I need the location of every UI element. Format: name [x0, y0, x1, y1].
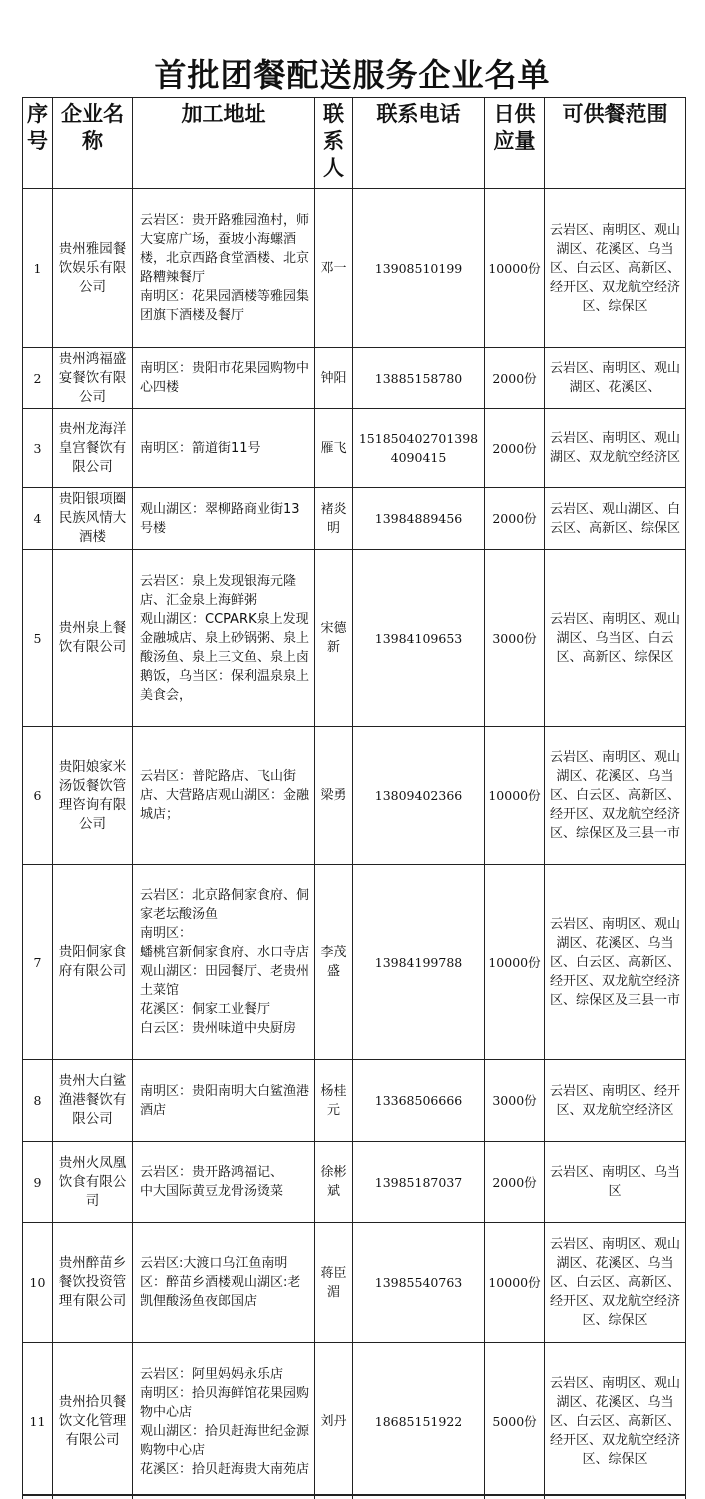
- bottom-border: [22, 1494, 685, 1496]
- cell-phone: 13368506666: [353, 1060, 485, 1142]
- cell-scope: 云岩区、南明区、观山湖区、花溪区、乌当区、白云区、高新区、经开区、双龙航空经济区、综保区及三县一市: [545, 727, 686, 865]
- cell-contact: 雁飞: [315, 409, 353, 488]
- cell-scope: 云岩区、南明区、观山湖区、花溪区、乌当区、白云区、高新区、经开区、双龙航空经济区、综保区: [545, 189, 686, 348]
- cell-seq: 10: [23, 1223, 53, 1343]
- table-row: [23, 550, 686, 727]
- cell-address: 云岩区:大渡口乌江鱼南明区：醉苗乡酒楼观山湖区:老凯俚酸汤鱼夜郎国店: [133, 1223, 315, 1343]
- cell-contact: 杨桂元: [315, 1060, 353, 1142]
- cell-scope: 云岩区、南明区、观山湖区、乌当区、白云区、高新区、综保区: [545, 550, 686, 727]
- header-address: 加工地址: [133, 98, 315, 189]
- cell-contact: 李茂盛: [315, 865, 353, 1060]
- cell-seq: 8: [23, 1060, 53, 1142]
- table-row: [23, 1223, 686, 1343]
- header-row: [23, 98, 686, 189]
- header-seq: 序号: [23, 98, 53, 189]
- cell-address: 云岩区：贵开路雅园渔村，师大宴席广场，蚕坡小海螺酒楼，北京西路食堂酒楼、北京路糟辣餐厅 南明区：花果园酒楼等雅园集团旗下酒楼及餐厅: [133, 189, 315, 348]
- cell-seq: 2: [23, 348, 53, 409]
- header-company: 企业名称: [53, 98, 133, 189]
- cell-supply: 2000份: [485, 409, 545, 488]
- cell-scope: 云岩区、南明区、观山湖区、花溪区、乌当区、白云区、高新区、经开区、双龙航空经济区、综保区: [545, 1223, 686, 1343]
- cell-supply: 2000份: [485, 1142, 545, 1223]
- table-row: [23, 727, 686, 865]
- table-row: [23, 348, 686, 409]
- cell-supply: 2000份: [485, 488, 545, 550]
- table-row: [23, 1142, 686, 1223]
- cell-scope: 云岩区、南明区、经开区、双龙航空经济区: [545, 1060, 686, 1142]
- cell-phone: 13985540763: [353, 1223, 485, 1343]
- cell-seq: 6: [23, 727, 53, 865]
- cell-address: 南明区：贵阳南明大白鲨渔港酒店: [133, 1060, 315, 1142]
- cell-company: 贵州火凤凰饮食有限公司: [53, 1142, 133, 1223]
- page-title: 首批团餐配送服务企业名单: [154, 56, 551, 94]
- cell-phone: 13984889456: [353, 488, 485, 550]
- cell-address: 南明区：贵阳市花果园购物中心四楼: [133, 348, 315, 409]
- cell-phone: 13985187037: [353, 1142, 485, 1223]
- cell-company: 贵州泉上餐饮有限公司: [53, 550, 133, 727]
- cell-address: 南明区：箭道街11号: [133, 409, 315, 488]
- company-table: [22, 97, 686, 1499]
- header-scope: 可供餐范围: [545, 98, 686, 189]
- cell-supply: 10000份: [485, 727, 545, 865]
- cell-seq: 9: [23, 1142, 53, 1223]
- table-row: [23, 865, 686, 1060]
- cell-scope: 云岩区、南明区、乌当区: [545, 1142, 686, 1223]
- cell-company: 贵州大白鲨渔港餐饮有限公司: [53, 1060, 133, 1142]
- cell-supply: 5000份: [485, 1343, 545, 1499]
- cell-contact: 钟阳: [315, 348, 353, 409]
- table-row: [23, 1343, 686, 1499]
- table-row: [23, 409, 686, 488]
- cell-contact: 宋德新: [315, 550, 353, 727]
- cell-phone: 18685151922: [353, 1343, 485, 1499]
- cell-supply: 3000份: [485, 1060, 545, 1142]
- cell-scope: 云岩区、南明区、观山湖区、花溪区、乌当区、白云区、高新区、经开区、双龙航空经济区、综保区及三县一市: [545, 865, 686, 1060]
- cell-contact: 徐彬斌: [315, 1142, 353, 1223]
- cell-address: 云岩区：北京路侗家食府、侗家老坛酸汤鱼 南明区： 蟠桃宫新侗家食府、水口寺店 观山湖区：田园餐厅、老贵州土菜馆 花溪区：侗家工业餐厅 白云区：贵州味道中央厨房: [133, 865, 315, 1060]
- cell-scope: 云岩区、南明区、观山湖区、双龙航空经济区: [545, 409, 686, 488]
- cell-company: 贵阳娘家米汤饭餐饮管理咨询有限公司: [53, 727, 133, 865]
- cell-seq: 3: [23, 409, 53, 488]
- cell-address: 云岩区：阿里妈妈永乐店 南明区：拾贝海鲜馆花果园购物中心店 观山湖区：拾贝赶海世纪金源购物中心店 花溪区：拾贝赶海贵大南苑店: [133, 1343, 315, 1499]
- cell-supply: 3000份: [485, 550, 545, 727]
- cell-phone: 13885158780: [353, 348, 485, 409]
- cell-company: 贵州拾贝餐饮文化管理有限公司: [53, 1343, 133, 1499]
- cell-phone: 13809402366: [353, 727, 485, 865]
- cell-contact: 刘丹: [315, 1343, 353, 1499]
- cell-address: 观山湖区：翠柳路商业街13号楼: [133, 488, 315, 550]
- cell-scope: 云岩区、南明区、观山湖区、花溪区、: [545, 348, 686, 409]
- cell-phone: 13908510199: [353, 189, 485, 348]
- cell-company: 贵州醉苗乡餐饮投资管理有限公司: [53, 1223, 133, 1343]
- table-row: [23, 488, 686, 550]
- cell-scope: 云岩区、南明区、观山湖区、花溪区、乌当区、白云区、高新区、经开区、双龙航空经济区、综保区: [545, 1343, 686, 1499]
- cell-company: 贵州雅园餐饮娱乐有限公司: [53, 189, 133, 348]
- cell-contact: 褚炎明: [315, 488, 353, 550]
- cell-phone: 13984199788: [353, 865, 485, 1060]
- cell-supply: 10000份: [485, 189, 545, 348]
- table-body: [23, 189, 686, 1499]
- cell-company: 贵阳侗家食府有限公司: [53, 865, 133, 1060]
- cell-address: 云岩区：贵开路鸿福记、 中大国际黄豆龙骨汤烫菜: [133, 1142, 315, 1223]
- cell-contact: 邓一: [315, 189, 353, 348]
- cell-seq: 1: [23, 189, 53, 348]
- cell-scope: 云岩区、观山湖区、白云区、高新区、综保区: [545, 488, 686, 550]
- cell-phone: 13984109653: [353, 550, 485, 727]
- header-supply: 日供应量: [485, 98, 545, 189]
- header-contact: 联系人: [315, 98, 353, 189]
- cell-address: 云岩区：泉上发现银海元隆店、汇金泉上海鲜粥 观山湖区：CCPARK泉上发现金融城店、泉上砂锅粥、泉上酸汤鱼、泉上三文鱼、泉上卤鹅饭，乌当区：保利温泉泉上美食会，: [133, 550, 315, 727]
- cell-seq: 4: [23, 488, 53, 550]
- cell-supply: 10000份: [485, 865, 545, 1060]
- cell-address: 云岩区：普陀路店、飞山街店、大营路店观山湖区：金融城店；: [133, 727, 315, 865]
- cell-company: 贵州鸿福盛宴餐饮有限公司: [53, 348, 133, 409]
- header-phone: 联系电话: [353, 98, 485, 189]
- cell-company: 贵州龙海洋皇宫餐饮有限公司: [53, 409, 133, 488]
- cell-supply: 10000份: [485, 1223, 545, 1343]
- cell-company: 贵阳银项圈民族风情大酒楼: [53, 488, 133, 550]
- cell-contact: 梁勇: [315, 727, 353, 865]
- cell-phone: 151850402701398 4090415: [353, 409, 485, 488]
- table-row: [23, 1060, 686, 1142]
- cell-supply: 2000份: [485, 348, 545, 409]
- cell-seq: 5: [23, 550, 53, 727]
- table-row: [23, 189, 686, 348]
- cell-contact: 蒋臣湄: [315, 1223, 353, 1343]
- cell-seq: 7: [23, 865, 53, 1060]
- cell-seq: 11: [23, 1343, 53, 1499]
